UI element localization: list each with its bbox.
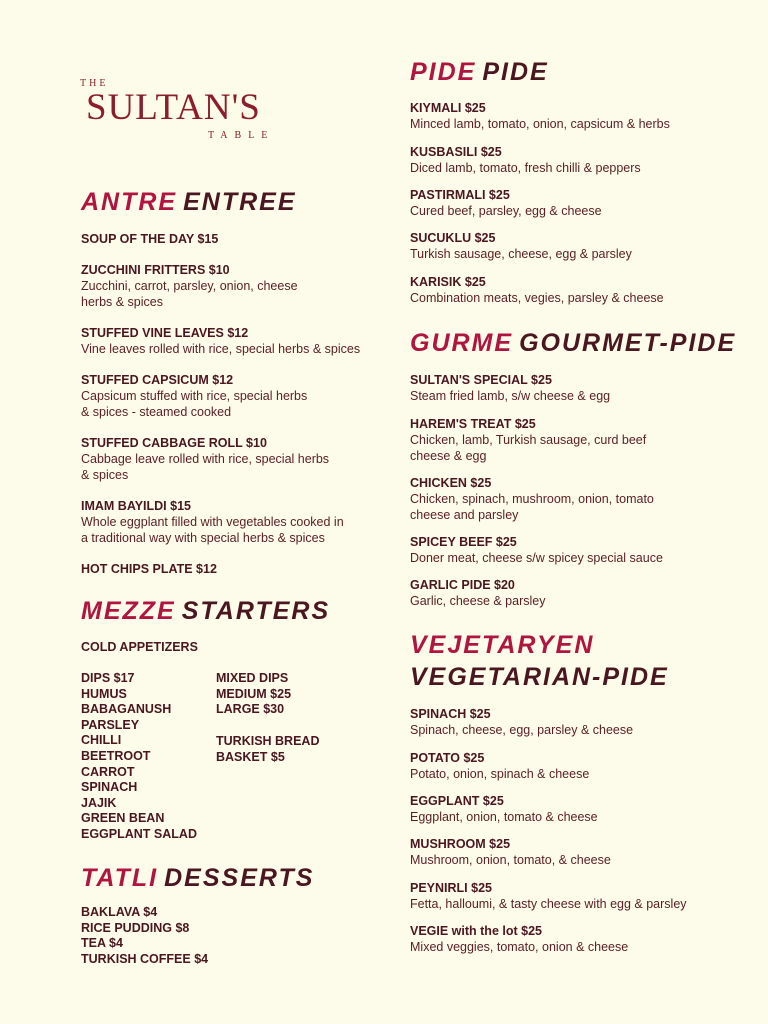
menu-item: SPICEY BEEF $25 Doner meat, cheese s/w spicey special sauce (410, 535, 663, 565)
list-item: CHILLI (81, 733, 122, 748)
section-title-entree: ANTRE ENTREE (81, 188, 297, 216)
section-title-starters: MEZZE STARTERS (81, 597, 331, 625)
list-item: TURKISH BREAD (216, 734, 320, 748)
list-item: PARSLEY (81, 717, 140, 732)
menu-item: CHICKEN $25 Chicken, spinach, mushroom, onion, tomato cheese and parsley (410, 476, 654, 522)
menu-item: EGGPLANT $25 Eggplant, onion, tomato & cheese (410, 794, 598, 824)
list-item: JAJIK (81, 795, 117, 810)
section-title-vegetarian-tr: VEJETARYEN (410, 631, 595, 659)
menu-item: STUFFED CAPSICUM $12 Capsicum stuffed with rice, special herbs & spices - steamed cooked (81, 373, 308, 419)
list-item: BASKET $5 (216, 749, 285, 764)
menu-item: KIYMALI $25 Minced lamb, tomato, onion, capsicum & herbs (410, 101, 670, 131)
restaurant-logo (80, 76, 290, 146)
logo-the: THE (80, 78, 109, 89)
menu-item: KARISIK $25 Combination meats, vegies, parsley & cheese (410, 275, 664, 305)
menu-item: HAREM'S TREAT $25 Chicken, lamb, Turkish sausage, curd beef cheese & egg (410, 417, 647, 463)
menu-item: SPINACH $25 Spinach, cheese, egg, parsley & cheese (410, 707, 634, 737)
list-item: LARGE $30 (216, 702, 285, 717)
logo-name: SULTAN'S (86, 87, 261, 128)
desserts-list (81, 905, 208, 967)
logo-table: TABLE (208, 130, 275, 141)
menu-item: SUCUKLU $25 Turkish sausage, cheese, egg & parsley (410, 231, 632, 261)
list-item: GREEN BEAN (81, 811, 165, 826)
section-title-gourmet: GURME GOURMET-PIDE (410, 329, 737, 357)
menu-item: KUSBASILI $25 Diced lamb, tomato, fresh chilli & peppers (410, 145, 641, 175)
list-item: DIPS $17 (81, 671, 135, 685)
mixed-dips-list (216, 671, 291, 718)
menu-item: HOT CHIPS PLATE $12 (81, 562, 217, 576)
dips-list (81, 671, 197, 843)
list-item: RICE PUDDING $8 (81, 920, 190, 935)
menu-item: PASTIRMALI $25 Cured beef, parsley, egg & cheese (410, 188, 602, 218)
list-item: SPINACH (81, 780, 138, 795)
list-item: BAKLAVA $4 (81, 905, 158, 919)
section-title-desserts: TATLI DESSERTS (81, 864, 315, 892)
turkish-bread-list (216, 734, 319, 765)
menu-item: MUSHROOM $25 Mushroom, onion, tomato, & cheese (410, 837, 611, 867)
menu-item: ZUCCHINI FRITTERS $10 Zucchini, carrot, parsley, onion, cheese herbs & spices (81, 263, 298, 309)
list-item: MIXED DIPS (216, 671, 289, 685)
section-title-vegetarian-en: VEGETARIAN-PIDE (410, 663, 669, 691)
section-title-pide: PIDE PIDE (410, 58, 549, 86)
cold-appetizers-heading: COLD APPETIZERS (81, 640, 198, 654)
menu-item: STUFFED VINE LEAVES $12 Vine leaves rolled with rice, special herbs & spices (81, 326, 361, 356)
menu-item: STUFFED CABBAGE ROLL $10 Cabbage leave rolled with rice, special herbs & spices (81, 436, 330, 482)
list-item: TEA $4 (81, 936, 123, 951)
list-item: CARROT (81, 764, 135, 779)
list-item: TURKISH COFFEE $4 (81, 951, 209, 966)
list-item: HUMUS (81, 686, 127, 701)
list-item: MEDIUM $25 (216, 686, 292, 701)
menu-item: POTATO $25 Potato, onion, spinach & cheese (410, 751, 590, 781)
menu-item: VEGIE with the lot $25 Mixed veggies, tomato, onion & cheese (410, 924, 629, 954)
list-item: EGGPLANT SALAD (81, 826, 197, 841)
menu-item: PEYNIRLI $25 Fetta, halloumi, & tasty cheese with egg & parsley (410, 881, 687, 911)
list-item: BEETROOT (81, 748, 151, 763)
menu-item: IMAM BAYILDI $15 Whole eggplant filled with vegetables cooked in a traditional way with special herbs & spices (81, 499, 344, 545)
menu-item: GARLIC PIDE $20 Garlic, cheese & parsley (410, 578, 546, 608)
menu-item: SOUP OF THE DAY $15 (81, 232, 219, 246)
list-item: BABAGANUSH (81, 702, 172, 717)
menu-item: SULTAN'S SPECIAL $25 Steam fried lamb, s/w cheese & egg (410, 373, 611, 403)
